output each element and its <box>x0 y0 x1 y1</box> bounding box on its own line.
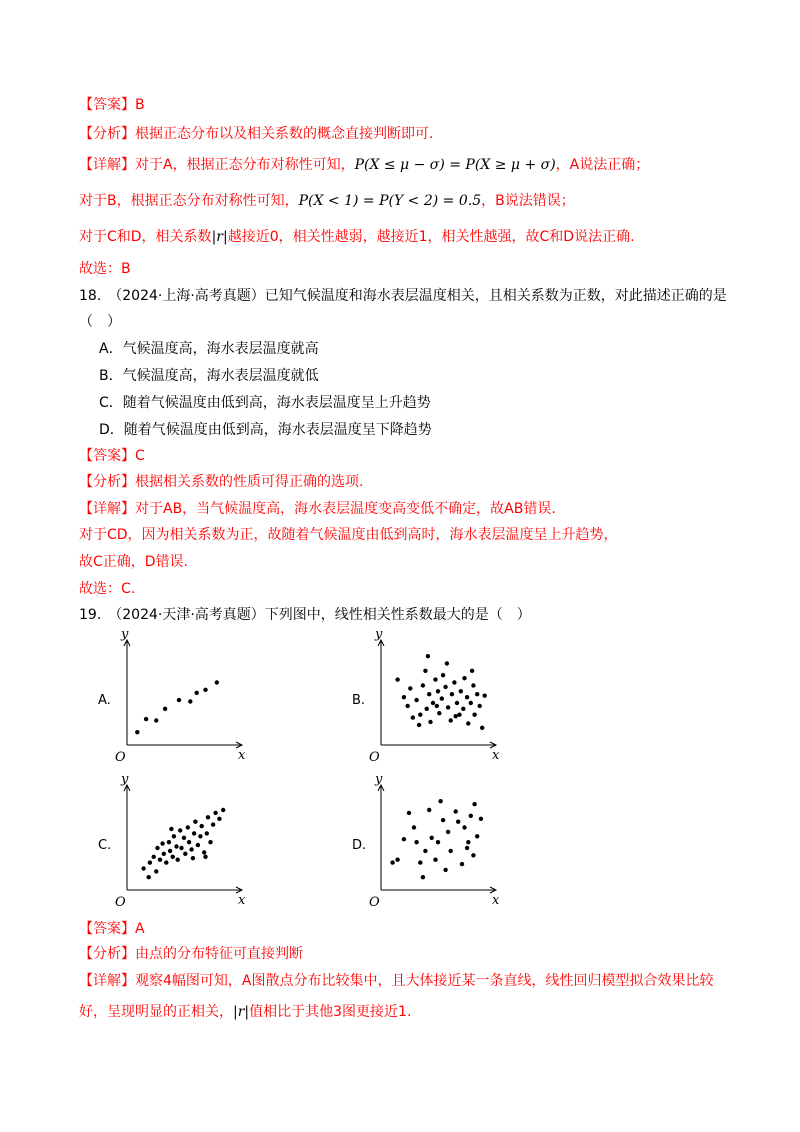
answer-value: B <box>135 97 145 113</box>
scatter-point <box>154 718 158 722</box>
detail-text: 好，呈现明显的正相关， <box>79 1004 233 1020</box>
detail-text: ，A说法正确； <box>555 157 650 173</box>
answer-tag: 【答案】 <box>79 921 135 937</box>
q17-analysis-line <box>79 124 433 144</box>
detail-tag: 【详解】 <box>79 157 135 173</box>
scatter-point <box>475 692 479 696</box>
scatter-label: C. <box>98 838 112 853</box>
scatter-point <box>436 689 440 693</box>
scatter-point <box>455 701 459 705</box>
scatter-point <box>425 707 429 711</box>
q17-detail-b-line <box>79 191 575 211</box>
q18-stem: 18. （2024·上海·高考真题）已知气候温度和海水表层温度相关，且相关系数为正数，对此描述正确的是 <box>79 288 727 304</box>
scatter-point <box>189 847 193 851</box>
scatter-point <box>459 689 463 693</box>
q19-stem: 19. （2024·天津·高考真题）下列图中，线性相关性系数最大的是（ ） <box>79 607 531 623</box>
scatter-point <box>469 814 473 818</box>
scatter-point <box>472 713 476 717</box>
detail-text: 对于C和D，相关系数 <box>79 229 212 245</box>
detail-text: ，B说法错误； <box>481 193 575 209</box>
scatter-point <box>182 836 186 840</box>
analysis-text: 根据正态分布以及相关系数的概念直接判断即可. <box>135 126 434 142</box>
scatter-point <box>217 817 221 821</box>
scatter-point <box>449 849 453 853</box>
scatter-point <box>423 669 427 673</box>
q19-analysis-line <box>79 944 303 964</box>
scatter-point <box>406 704 410 708</box>
scatter-plot <box>369 627 509 768</box>
origin-label: O <box>115 895 126 910</box>
scatter-point <box>478 704 482 708</box>
scatter-point <box>418 860 422 864</box>
scatter-point <box>441 818 445 822</box>
scatter-point <box>221 808 225 812</box>
scatter-point <box>205 831 209 835</box>
scatter-point <box>215 680 219 684</box>
scatter-point <box>445 661 449 665</box>
scatter-point <box>454 809 458 813</box>
scatter-point <box>203 855 207 859</box>
scatter-point <box>430 836 434 840</box>
scatter-label: D. <box>352 838 367 853</box>
scatter-point <box>418 713 422 717</box>
scatter-point <box>135 730 139 734</box>
scatter-point <box>480 726 484 730</box>
formula: P(X < 1) = P(Y < 2) = 0.5 <box>298 193 482 209</box>
scatter-point <box>200 824 204 828</box>
scatter-point <box>148 860 152 864</box>
origin-label: O <box>369 750 380 765</box>
detail-text: 对于B，根据正态分布对称性可知， <box>79 193 299 209</box>
answer-value: C <box>135 448 145 464</box>
y-axis-label: y <box>375 772 383 787</box>
scatter-point <box>196 843 200 847</box>
scatter-point <box>162 852 166 856</box>
scatter-point <box>454 714 458 718</box>
scatter-label: B. <box>352 693 366 708</box>
scatter-point <box>198 834 202 838</box>
scatter-point <box>203 688 207 692</box>
scatter-point <box>462 676 466 680</box>
x-axis-label: x <box>238 893 246 908</box>
scatter-point <box>414 840 418 844</box>
x-axis-label: x <box>492 748 500 763</box>
scatter-point <box>427 808 431 812</box>
answer-tag: 【答案】 <box>79 97 135 113</box>
scatter-point <box>168 849 172 853</box>
scatter-point <box>446 830 450 834</box>
scatter-point <box>428 720 432 724</box>
scatter-point <box>164 860 168 864</box>
scatter-point <box>483 694 487 698</box>
q18-paren: （ ） <box>79 314 121 330</box>
scatter-point <box>412 825 416 829</box>
scatter-point <box>169 827 173 831</box>
scatter-point <box>470 669 474 673</box>
scatter-plot <box>115 627 255 768</box>
scatter-point <box>144 717 148 721</box>
scatter-point <box>193 820 197 824</box>
scatter-point <box>186 825 190 829</box>
scatter-point <box>475 834 479 838</box>
scatter-point <box>466 840 470 844</box>
q17-answer-line <box>79 95 145 115</box>
scatter-point <box>167 840 171 844</box>
scatter-point <box>154 869 158 873</box>
scatter-point <box>427 692 431 696</box>
scatter-point <box>471 683 475 687</box>
scatter-point <box>456 820 460 824</box>
scatter-point <box>178 828 182 832</box>
scatter-point <box>158 858 162 862</box>
q18-detail-line-2: 对于CD，因为相关系数为正，故随着气候温度由低到高时，海水表层温度呈上升趋势， <box>79 527 618 543</box>
scatter-point <box>183 852 187 856</box>
scatter-point <box>436 840 440 844</box>
scatter-point <box>443 685 447 689</box>
analysis-text: 由点的分布特征可直接判断 <box>135 946 303 962</box>
q18-option-b: B．气候温度高，海水表层温度就低 <box>99 368 319 384</box>
scatter-point <box>147 875 151 879</box>
q18-detail-line <box>79 499 556 519</box>
scatter-point <box>411 715 415 719</box>
scatter-point <box>465 695 469 699</box>
scatter-point <box>421 875 425 879</box>
scatter-point <box>421 683 425 687</box>
origin-label: O <box>369 895 380 910</box>
scatter-point <box>431 701 435 705</box>
scatter-point <box>155 846 159 850</box>
analysis-tag: 【分析】 <box>79 126 135 142</box>
scatter-point <box>479 817 483 821</box>
scatter-point <box>177 698 181 702</box>
q17-detail-a-line <box>79 155 649 175</box>
x-axis-label: x <box>238 748 246 763</box>
scatter-point <box>192 831 196 835</box>
formula: |r| <box>233 1004 250 1020</box>
scatter-point <box>172 834 176 838</box>
scatter-point <box>195 691 199 695</box>
scatter-point <box>408 686 412 690</box>
scatter-point <box>208 840 212 844</box>
scatter-point <box>452 680 456 684</box>
y-axis-label: y <box>121 772 129 787</box>
scatter-point <box>414 698 418 702</box>
scatter-point <box>435 704 439 708</box>
detail-tag: 【详解】 <box>79 501 135 517</box>
scatter-point <box>206 815 210 819</box>
detail-text: 观察4幅图可知，A图散点分布比较集中，且大体接近某一条直线，线性回归模型拟合效果比较 <box>135 973 714 989</box>
scatter-point <box>152 855 156 859</box>
scatter-point <box>160 841 164 845</box>
scatter-point <box>171 855 175 859</box>
detail-tag: 【详解】 <box>79 973 135 989</box>
scatter-point <box>407 811 411 815</box>
scatter-point <box>402 837 406 841</box>
q17-choose-line: 故选：B <box>79 261 131 277</box>
scatter-point <box>462 825 466 829</box>
detail-text: 对于AB，当气候温度高，海水表层温度变高变低不确定，故AB错误. <box>135 501 556 517</box>
scatter-point <box>202 850 206 854</box>
scatter-point <box>141 866 145 870</box>
analysis-text: 根据相关系数的性质可得正确的选项. <box>135 474 364 490</box>
formula: P(X ≤ μ − σ) = P(X ≥ μ + σ) <box>354 157 556 173</box>
x-axis-label: x <box>492 893 500 908</box>
origin-label: O <box>115 750 126 765</box>
scatter-plot <box>369 772 509 913</box>
q18-option-d: D．随着气候温度由低到高，海水表层温度呈下降趋势 <box>99 422 432 438</box>
analysis-tag: 【分析】 <box>79 946 135 962</box>
q19-detail-line-2 <box>79 1002 411 1022</box>
answer-tag: 【答案】 <box>79 448 135 464</box>
q18-choose-line: 故选：C. <box>79 581 136 597</box>
scatter-point <box>417 723 421 727</box>
scatter-point <box>437 711 441 715</box>
scatter-point <box>176 858 180 862</box>
scatter-point <box>174 844 178 848</box>
detail-text: 越接近0，相关性越弱，越接近1，相关性越强，故C和D说法正确. <box>227 229 635 245</box>
scatter-point <box>461 707 465 711</box>
scatter-point <box>390 860 394 864</box>
q18-option-c: C．随着气候温度由低到高，海水表层温度呈上升趋势 <box>99 395 431 411</box>
scatter-point <box>469 701 473 705</box>
scatter-point <box>441 673 445 677</box>
scatter-point <box>423 849 427 853</box>
q18-answer-line <box>79 446 145 466</box>
scatter-point <box>449 718 453 722</box>
scatter-point <box>457 713 461 717</box>
q19-answer-line <box>79 919 145 939</box>
scatter-point <box>471 853 475 857</box>
scatter-point <box>402 695 406 699</box>
scatter-point <box>472 802 476 806</box>
scatter-point <box>446 705 450 709</box>
answer-value: A <box>135 921 145 937</box>
scatter-point <box>179 846 183 850</box>
scatter-point <box>163 707 167 711</box>
q18-option-a: A．气候温度高，海水表层温度就高 <box>99 341 319 357</box>
scatter-point <box>426 654 430 658</box>
scatter-point <box>443 868 447 872</box>
detail-text: 值相比于其他3图更接近1. <box>249 1004 412 1020</box>
q17-detail-cd-line <box>79 227 635 247</box>
y-axis-label: y <box>375 627 383 642</box>
y-axis-label: y <box>121 627 129 642</box>
scatter-point <box>440 696 444 700</box>
scatter-point <box>433 858 437 862</box>
scatter-point <box>450 692 454 696</box>
scatter-label: A. <box>98 693 111 708</box>
scatter-plot <box>115 772 255 913</box>
scatter-point <box>395 858 399 862</box>
scatter-point <box>438 799 442 803</box>
scatter-point <box>211 822 215 826</box>
detail-text: 对于A，根据正态分布对称性可知， <box>135 157 355 173</box>
scatter-point <box>191 856 195 860</box>
q18-analysis-line <box>79 472 363 492</box>
scatter-point <box>465 846 469 850</box>
scatter-point <box>213 811 217 815</box>
formula: |r| <box>211 229 228 245</box>
scatter-point <box>188 699 192 703</box>
scatter-point <box>187 840 191 844</box>
scatter-point <box>395 677 399 681</box>
analysis-tag: 【分析】 <box>79 474 135 490</box>
scatter-point <box>460 862 464 866</box>
q18-detail-line-3: 故C正确，D错误. <box>79 554 189 570</box>
scatter-point <box>466 721 470 725</box>
q19-detail-line <box>79 971 713 991</box>
scatter-point <box>433 677 437 681</box>
